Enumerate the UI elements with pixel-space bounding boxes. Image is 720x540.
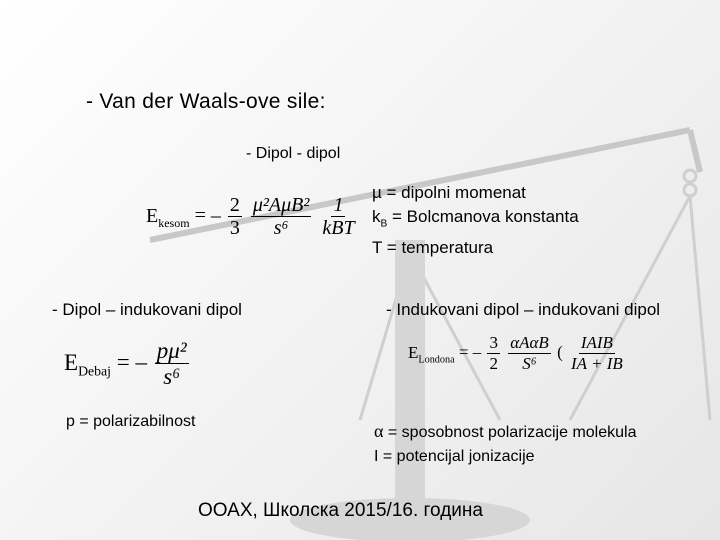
london-fraction-2: $\frac{\text{αAαB}}{\text{S⁶}}$ [510, 333, 549, 373]
london-equals: = – [458, 342, 482, 362]
london-definitions [374, 419, 636, 469]
debye-equation [64, 338, 191, 391]
definition-alpha: α = sposobnost polarizacije molekula [374, 421, 637, 441]
section-heading-induced-induced: - Indukovani dipol – indukovani dipol [386, 300, 661, 319]
slide-footer: ООАХ, Школска 2015/16. година [198, 500, 483, 521]
london-lhs: $E_{Londona}$ [408, 342, 455, 365]
definition-ionization: I = potencijal jonizacije [374, 448, 535, 465]
keesom-lhs: $E_{kesom}$ [146, 204, 190, 230]
keesom-fraction-1: $\frac{2}{3}$ [229, 194, 240, 239]
debye-fraction: $\frac{\text{pμ²}}{\text{s⁶}}$ [156, 338, 187, 390]
definition-temperature: T = temperatura [372, 238, 494, 258]
london-fraction-1: $\frac{3}{2}$ [489, 333, 498, 373]
section-heading-dipol-induced: - Dipol – indukovani dipol [52, 300, 242, 319]
slide-title: - Van der Waals-ove sile: [86, 90, 326, 113]
keesom-fraction-2: $\frac{\text{μ²AμB²}}{\text{s⁶}}$ [252, 194, 310, 239]
london-paren: ( [557, 342, 563, 362]
definition-boltzmann: $k_B$ = Bolcmanova konstanta [372, 207, 579, 230]
debye-lhs: $E_{Debaj}$ [64, 349, 112, 379]
keesom-equals: = – [194, 204, 221, 227]
debye-equals: = – [116, 349, 147, 375]
definition-dipole-moment: µ = dipolni momenat [372, 183, 526, 202]
section-heading-dipol-dipol: - Dipol - dipol [246, 145, 341, 162]
keesom-equation [146, 194, 359, 240]
london-fraction-3: $\frac{\text{IAIB}}{IA + IB}$ [571, 333, 623, 373]
definition-polarizability: p = polarizabilnost [66, 413, 196, 430]
keesom-definitions [372, 181, 579, 260]
london-equation [408, 334, 627, 373]
keesom-fraction-3: $\frac{1}{\text{kBT}}$ [322, 194, 355, 239]
